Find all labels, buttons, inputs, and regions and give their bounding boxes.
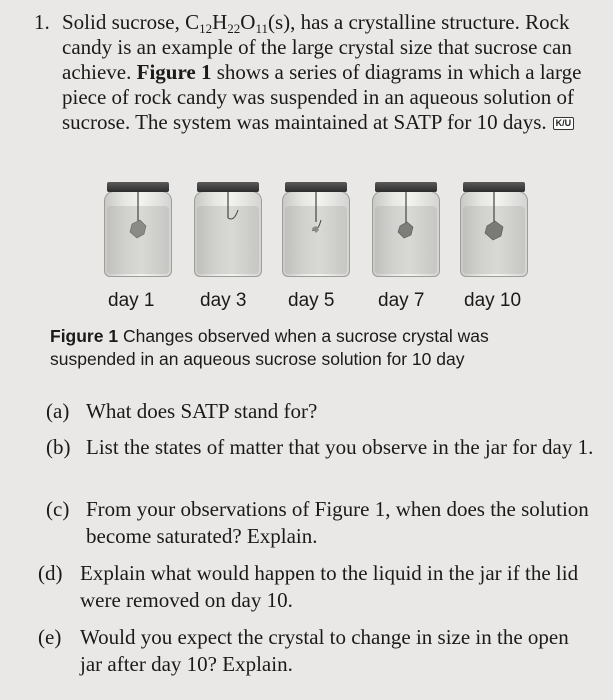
part-label: (d) [38,561,63,585]
day-label: day 5 [288,290,335,311]
subscript-carbon: 12 [199,21,213,36]
part-text: List the states of matter that you observe in the jar for day 1. [86,435,594,459]
hydrogen-symbol: H [212,10,228,34]
oxygen-symbol: O [240,10,256,34]
crystal-on-string [460,180,528,278]
part-label: (a) [46,399,70,423]
crystal-on-string [282,180,350,278]
crystal-on-string [194,180,262,278]
caption-text: Changes observed when a sucrose crystal was suspended in an aqueous sucrose solution for 10 day [50,326,489,369]
jar-day-1 [104,180,172,278]
part-label: (e) [38,625,62,649]
subscript-oxygen: 11 [255,21,268,36]
part-label: (b) [46,435,71,459]
question-stem [62,10,607,135]
jar-day-5 [282,180,350,278]
jar-day-10 [460,180,528,278]
part-text: From your observations of Figure 1, when does the solution become saturated? Explain. [86,497,589,548]
crystal-on-string [372,180,440,278]
day-label: day 1 [108,290,155,311]
subscript-hydrogen: 22 [227,21,241,36]
part-text: Explain what would happen to the liquid in the jar if the lid were removed on day 10. [80,561,579,612]
jar-day-3 [194,180,262,278]
part-label: (c) [46,497,70,521]
caption-label: Figure 1 [50,326,119,346]
day-label: day 7 [378,290,425,311]
crystal-on-string [104,180,172,278]
day-label: day 10 [464,290,522,311]
figure-reference: Figure 1 [136,60,212,84]
part-text: Would you expect the crystal to change in size in the open jar after day 10? Explain. [80,625,569,676]
question-number: 1. [34,10,50,34]
stem-text-1: Solid sucrose, C [62,10,200,34]
stem-text-2: (s), has a crystalline structure. Rock candy is an example of the large crystal size that sucrose can achieve. [62,10,572,84]
stem-text-3: shows a series of diagrams in which a large piece of rock candy was suspended in an aqueous solution of sucrose. The system was maintained at SATP for 10 days. [62,60,582,134]
day-label: day 3 [200,290,247,311]
jar-day-7 [372,180,440,278]
jar-figure [96,180,536,280]
day-labels [98,290,528,314]
figure-caption [50,325,570,371]
part-text: What does SATP stand for? [86,399,318,423]
ku-badge: K/U [553,117,575,130]
